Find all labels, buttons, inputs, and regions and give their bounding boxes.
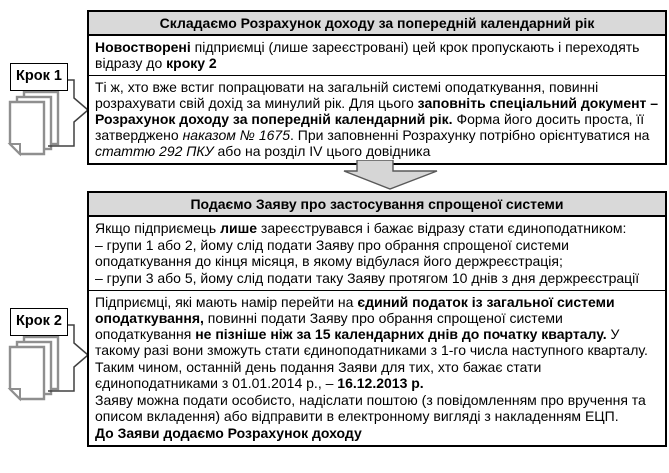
step2-label: Крок 2: [10, 308, 68, 336]
step1-box-row-general-system: [89, 75, 665, 163]
down-arrow-icon: [343, 160, 439, 191]
text-run: Форма його досить проста, її затверджено: [95, 111, 645, 143]
paragraph: [95, 237, 659, 269]
documents-icon: [10, 337, 58, 399]
paragraph: [95, 220, 659, 236]
text-run: Таким чином, останній день подання Заяви для тих, хто бажає стати єдиноподатниками з 01.01.2014 р., –: [95, 359, 542, 391]
text-run: зареєструвався і бажає відразу стати єдиноподатником:: [257, 220, 627, 236]
paragraph: [95, 359, 659, 391]
step2-box: [87, 191, 667, 447]
text-run: Ті ж, хто вже встиг попрацювати на загальній системі оподаткування, повинні розрахувати свій дохід за минулий рік. Для цього: [95, 79, 599, 111]
paragraph: [95, 392, 659, 424]
text-run: Заяву можна подати особисто, надіслати поштою (з повідомленням про вручення та описом вкладення) або відправити в електронному вигляді з накладенням ЕЦП.: [95, 392, 646, 424]
step1-label: Крок 1: [10, 63, 68, 91]
step2-marker: [0, 303, 92, 411]
text-run: кроку 2: [166, 55, 217, 71]
paragraph: [95, 39, 659, 71]
text-run: – групи 1 або 2, йому слід подати Заяву про обрання спрощеної системи оподаткування до кінця місяця, в якому відбулася його держреєстрація;: [95, 237, 569, 269]
text-run: заповніть спеціальний документ – Розрахунок доходу за попередній календарний рік.: [95, 95, 659, 127]
text-run: Якщо підприємець: [95, 220, 221, 236]
text-run: статтю 292 ПКУ: [95, 143, 214, 159]
text-run: У такому разі вони зможуть стати єдиноподатниками з 1-го числа наступного кварталу.: [95, 326, 648, 358]
paragraph: [95, 425, 659, 441]
step2-box-row-just-registered: [89, 217, 665, 290]
step1-box-row-newly-registered: [89, 36, 665, 75]
text-run: До Заяви додаємо Розрахунок доходу: [95, 425, 362, 441]
text-run: . При заповненні Розрахунку потрібно орієнтуватися на: [289, 127, 650, 143]
step1-box-title: Складаємо Розрахунок доходу за попередній календарний рік: [89, 12, 665, 36]
text-run: – групи 3 або 5, йому слід подати таку Заяву протягом 10 днів з дня держреєстрації: [95, 270, 640, 286]
text-run: лише: [220, 220, 258, 236]
paragraph: [95, 294, 659, 358]
step1-box: [87, 10, 667, 165]
text-run: єдиний податок із загальної системи оподаткування,: [95, 294, 615, 326]
text-run: 16.12.2013 р.: [337, 375, 424, 391]
text-run: наказом № 1675: [182, 127, 290, 143]
paragraph: [95, 270, 659, 286]
paragraph: [95, 79, 659, 159]
text-run: Підприємці, які мають намір перейти на: [95, 294, 358, 310]
step1-marker: [0, 58, 92, 166]
text-run: підприємці (лише зареєстровані) цей крок пропускають і переходять відразу до: [95, 39, 640, 71]
step2-box-title: Подаємо Заяву про застосування спрощеної системи: [89, 193, 665, 217]
text-run: повинні подати Заяву про обрання спрощеної системи оподаткування: [95, 310, 563, 342]
text-run: Новостворені: [95, 39, 191, 55]
step2-box-row-switch-from-general: [89, 290, 665, 445]
documents-icon: [10, 92, 58, 154]
text-run: або на розділ IV цього довідника: [213, 143, 431, 159]
text-run: не пізніше ніж за 15 календарних днів до початку кварталу.: [195, 326, 607, 342]
